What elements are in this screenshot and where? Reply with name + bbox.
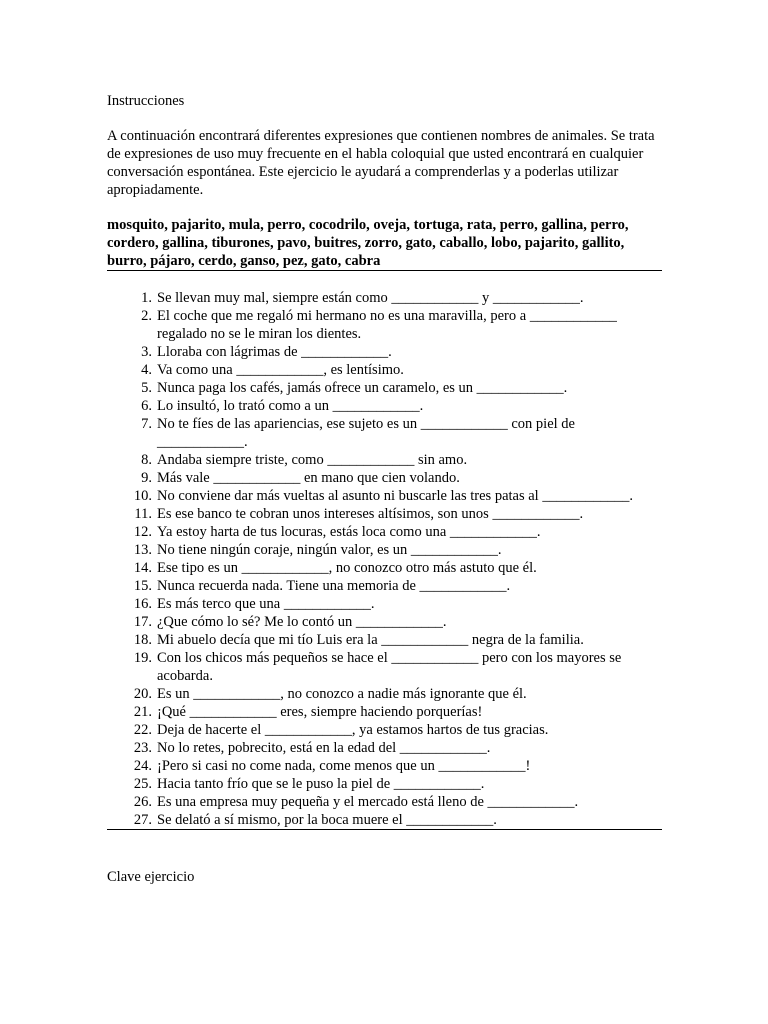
item-text: Es un ____________, no conozco a nadie más ignorante que él. [157, 686, 527, 702]
item-text: Mi abuelo decía que mi tío Luis era la ____________ negra de la familia. [157, 632, 584, 648]
list-item [107, 361, 662, 379]
item-text: No te fíes de las apariencias, ese sujeto es un ____________ con piel de ____________. [157, 416, 575, 450]
item-number: 13. [133, 542, 152, 558]
item-text: ¡Pero si casi no come nada, come menos que un ____________! [157, 758, 531, 774]
item-number: 10. [133, 488, 152, 504]
item-number: 17. [133, 614, 152, 630]
word-bank: mosquito, pajarito, mula, perro, cocodrilo, oveja, tortuga, rata, perro, gallina, perro, cordero, gallina, tiburones, pavo, buitres, zorro, gato, caballo, lobo, pajarito, gallito, burro, pájaro, cerdo, ganso, pez, gato, cabra [107, 216, 662, 271]
item-number: 5. [141, 380, 152, 396]
item-text: Lloraba con lágrimas de ____________. [157, 344, 392, 360]
list-item [107, 595, 662, 613]
item-number: 11. [134, 506, 152, 522]
list-item [107, 307, 662, 343]
item-text: El coche que me regaló mi hermano no es una maravilla, pero a ____________ regalado no se le miran los dientes. [157, 308, 617, 342]
item-text: Se delató a sí mismo, por la boca muere el ____________. [157, 812, 497, 828]
list-item [107, 289, 662, 307]
list-item [107, 505, 662, 523]
list-item [107, 541, 662, 559]
item-text: Nunca recuerda nada. Tiene una memoria de ____________. [157, 578, 511, 594]
item-number: 20. [133, 686, 152, 702]
list-item [107, 739, 662, 757]
list-item [107, 775, 662, 793]
list-item [107, 379, 662, 397]
list-item [107, 703, 662, 721]
list-item [107, 523, 662, 541]
list-item [107, 343, 662, 361]
list-item [107, 793, 662, 811]
item-number: 4. [141, 362, 152, 378]
item-number: 23. [133, 740, 152, 756]
list-item [107, 469, 662, 487]
list-item [107, 649, 662, 685]
item-number: 19. [133, 650, 152, 666]
item-text: Va como una ____________, es lentísimo. [157, 362, 404, 378]
item-number: 24. [133, 758, 152, 774]
item-text: Es una empresa muy pequeña y el mercado está lleno de ____________. [157, 794, 579, 810]
item-number: 22. [133, 722, 152, 738]
item-text: No conviene dar más vueltas al asunto ni buscarle las tres patas al ____________. [157, 488, 633, 504]
item-text: Hacia tanto frío que se le puso la piel de ____________. [157, 776, 485, 792]
list-item [107, 685, 662, 703]
item-text: Con los chicos más pequeños se hace el ____________ pero con los mayores se acobarda. [157, 650, 622, 684]
item-text: Lo insultó, lo trató como a un ____________. [157, 398, 424, 414]
item-number: 12. [133, 524, 152, 540]
item-number: 14. [133, 560, 152, 576]
list-item [107, 415, 662, 451]
list-item [107, 451, 662, 469]
document-content [107, 92, 662, 886]
item-text: ¡Qué ____________ eres, siempre haciendo porquerías! [157, 704, 483, 720]
list-item [107, 811, 662, 829]
item-number: 6. [141, 398, 152, 414]
exercise-list [107, 289, 662, 830]
list-item [107, 613, 662, 631]
item-number: 7. [141, 416, 152, 432]
item-text: Ese tipo es un ____________, no conozco otro más astuto que él. [157, 560, 537, 576]
item-number: 3. [141, 344, 152, 360]
list-item [107, 721, 662, 739]
item-number: 16. [133, 596, 152, 612]
item-text: Ya estoy harta de tus locuras, estás loca como una ____________. [157, 524, 541, 540]
item-number: 27. [133, 812, 152, 828]
list-item [107, 397, 662, 415]
item-number: 1. [141, 290, 152, 306]
list-item [107, 631, 662, 649]
item-number: 25. [133, 776, 152, 792]
item-text: Se llevan muy mal, siempre están como ____________ y ____________. [157, 290, 584, 306]
item-text: Nunca paga los cafés, jamás ofrece un caramelo, es un ____________. [157, 380, 568, 396]
item-text: Es ese banco te cobran unos intereses altísimos, son unos ____________. [157, 506, 584, 522]
item-number: 26. [133, 794, 152, 810]
item-text: Es más terco que una ____________. [157, 596, 375, 612]
item-text: Más vale ____________ en mano que cien volando. [157, 470, 460, 486]
list-item [107, 577, 662, 595]
intro-paragraph: A continuación encontrará diferentes expresiones que contienen nombres de animales. Se trata de expresiones de uso muy frecuente en el habla coloquial que usted encontrará en cualquier conversación espontánea. Este ejercicio le ayudará a comprenderlas y a poderlas utilizar apropiadamente. [107, 128, 655, 198]
item-number: 2. [141, 308, 152, 324]
item-text: Deja de hacerte el ____________, ya estamos hartos de tus gracias. [157, 722, 549, 738]
item-number: 8. [141, 452, 152, 468]
instructions-heading: Instrucciones [107, 93, 185, 109]
item-number: 21. [133, 704, 152, 720]
answer-key-heading: Clave ejercicio [107, 869, 195, 885]
item-number: 9. [141, 470, 152, 486]
item-text: No tiene ningún coraje, ningún valor, es un ____________. [157, 542, 502, 558]
item-number: 15. [133, 578, 152, 594]
item-number: 18. [133, 632, 152, 648]
list-item [107, 487, 662, 505]
item-text: ¿Que cómo lo sé? Me lo contó un ____________. [157, 614, 447, 630]
item-text: No lo retes, pobrecito, está en la edad del ____________. [157, 740, 491, 756]
list-item [107, 757, 662, 775]
list-item [107, 559, 662, 577]
item-text: Andaba siempre triste, como ____________ sin amo. [157, 452, 468, 468]
